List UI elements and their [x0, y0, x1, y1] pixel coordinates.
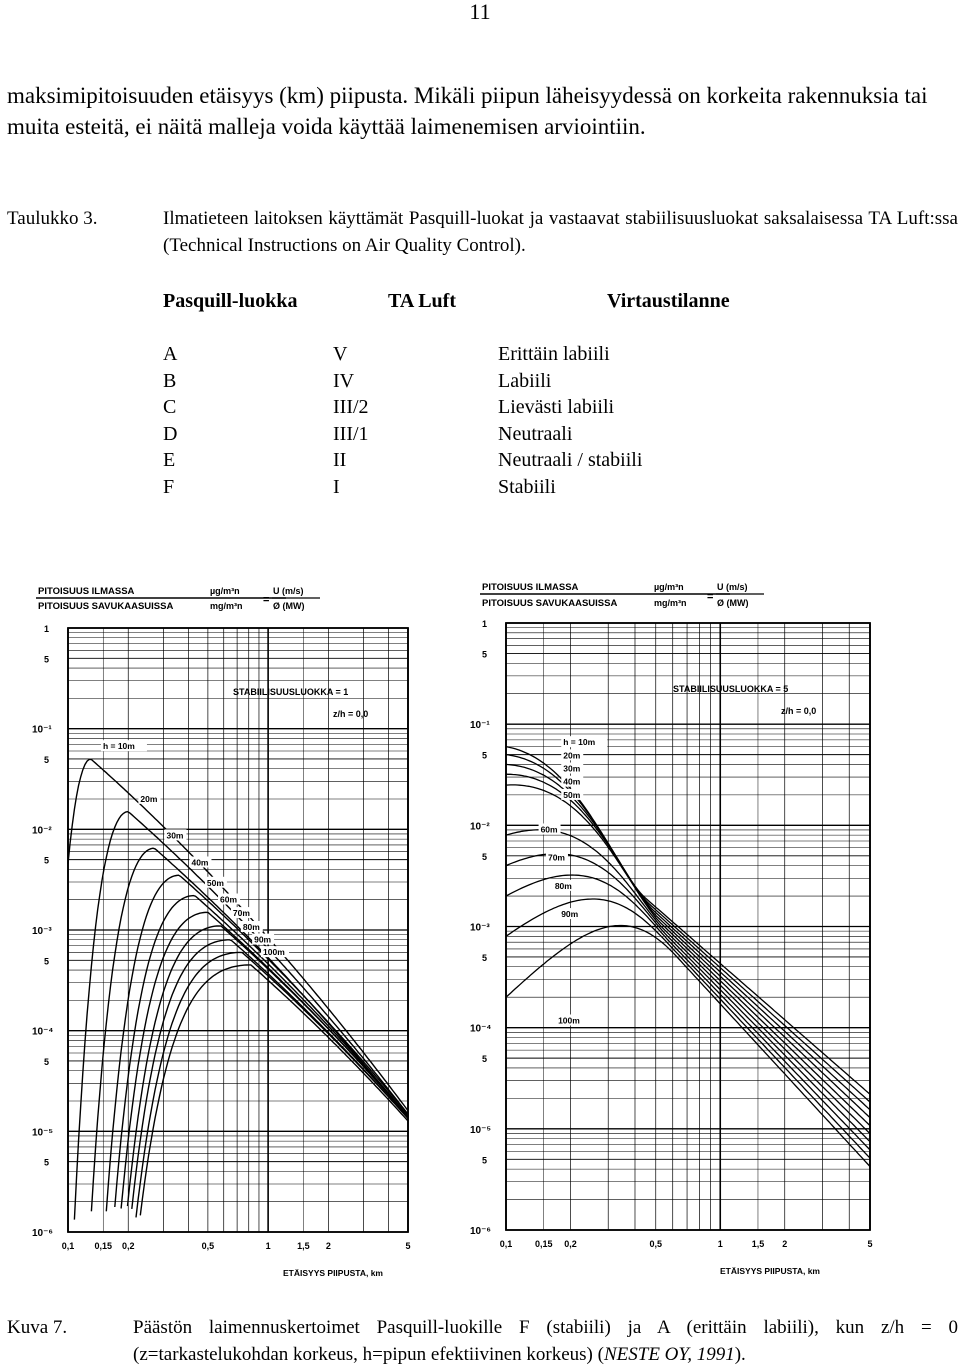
- series-label: 100m: [263, 947, 285, 958]
- table-header-taluft: TA Luft: [388, 290, 456, 312]
- x-tick-label: 2: [782, 1239, 788, 1249]
- y-tick-label: 10⁻⁶: [32, 1228, 54, 1239]
- table-column-pasquill: [163, 341, 177, 500]
- series-label: 50m: [206, 877, 224, 888]
- series-label: h = 10m: [563, 737, 596, 748]
- y-tick-label: 5: [482, 1054, 488, 1065]
- y-tick-label: 5: [44, 754, 50, 765]
- series-label: 20m: [140, 793, 158, 804]
- x-tick-label: 1: [265, 1241, 271, 1251]
- y-tick-label: 10⁻⁴: [470, 1023, 492, 1035]
- y-tick-label: 5: [44, 956, 50, 967]
- x-tick-label: 5: [405, 1241, 411, 1251]
- series-line: [136, 952, 408, 1217]
- y-tick-label: 5: [482, 649, 488, 660]
- x-tick-label: 5: [867, 1239, 873, 1249]
- table-cell: Erittäin labiili: [498, 343, 610, 365]
- series-label: 100m: [558, 1015, 580, 1026]
- y-tick-label: 1: [44, 624, 50, 634]
- x-tick-label: 0,5: [201, 1241, 215, 1251]
- chart-zh-label: z/h = 0,0: [781, 706, 817, 716]
- table-header-pasquill: Pasquill-luokka: [163, 290, 298, 312]
- table-cell: Labiili: [498, 369, 552, 392]
- y-tick-label: 10⁻²: [470, 821, 490, 833]
- table-label: Taulukko 3.: [7, 208, 98, 229]
- y-tick-label: 10⁻⁶: [470, 1226, 492, 1237]
- y-tick-label: 5: [482, 1155, 488, 1166]
- table-cell: Stabiili: [498, 475, 556, 498]
- y-tick-label: 10⁻³: [470, 922, 490, 934]
- series-line: [506, 785, 870, 1126]
- chart-unit-bottom: mg/m³n: [654, 598, 687, 608]
- y-tick-label: 5: [44, 1157, 50, 1168]
- page-number: 11: [469, 0, 491, 24]
- table-cell: I: [333, 475, 340, 498]
- series-line: [91, 848, 408, 1211]
- chart-header-bottom: PITOISUUS SAVUKAASUISSA: [38, 601, 174, 612]
- dilution-chart-class-5: [468, 578, 888, 1284]
- chart-ratio-bottom: Ø (MW): [717, 598, 749, 608]
- table-cell: B: [163, 369, 177, 392]
- series-label: 30m: [166, 830, 184, 841]
- figure-caption-end: ).: [734, 1344, 746, 1365]
- series-label: 40m: [191, 857, 209, 868]
- y-tick-label: 10⁻¹: [32, 724, 52, 736]
- x-tick-label: 0,2: [564, 1239, 577, 1249]
- table-cell: IV: [333, 369, 355, 392]
- series-label: 50m: [563, 789, 581, 800]
- table-cell: III/1: [333, 422, 369, 445]
- table-header-flow: Virtaustilanne: [607, 290, 730, 312]
- chart-header-top: PITOISUUS ILMASSA: [38, 586, 135, 597]
- series-label: 70m: [547, 852, 565, 863]
- x-tick-label: 0,15: [534, 1239, 553, 1249]
- x-tick-label: 0,5: [649, 1239, 663, 1249]
- y-tick-label: 5: [44, 654, 50, 665]
- chart-zh-label: z/h = 0,0: [333, 709, 369, 719]
- table-cell: C: [163, 396, 177, 418]
- chart-header-bottom: PITOISUUS SAVUKAASUISSA: [482, 598, 618, 609]
- x-tick-label: 0,15: [94, 1241, 113, 1251]
- table-cell: Neutraali / stabiili: [498, 449, 643, 471]
- body-paragraph: maksimipitoisuuden etäisyys (km) piipusta. Mikäli piipun läheisyydessä on korkeita rakennuksia tai muita esteitä, ei näitä malleja voida käyttää laimenemisen arviointiin.: [7, 83, 928, 139]
- x-tick-label: 1,5: [297, 1241, 310, 1251]
- series-label: 60m: [540, 824, 558, 835]
- chart-ratio-bottom: Ø (MW): [273, 601, 305, 611]
- table-cell: F: [163, 475, 175, 498]
- series-label: 20m: [563, 750, 581, 761]
- table-cell: A: [163, 343, 178, 365]
- table-cell: III/2: [333, 396, 369, 418]
- table-cell: D: [163, 422, 178, 445]
- figure-caption-text: Päästön laimennuskertoimet Pasquill-luokille F (stabiili) ja A (erittäin labiili), kun z/h = 0 (z=tarkastelukohdan korkeus, h=pipun efektiivinen korkeus) (: [133, 1317, 958, 1365]
- y-tick-label: 10⁻¹: [470, 720, 490, 732]
- chart-class-label: STABIILISUUSLUOKKA = 1: [233, 687, 349, 697]
- chart-unit-top: µg/m³n: [210, 586, 240, 596]
- series-label: 80m: [242, 922, 260, 932]
- figure-caption: [133, 1314, 958, 1368]
- y-tick-label: 10⁻⁴: [32, 1026, 54, 1038]
- y-tick-label: 10⁻⁵: [32, 1127, 54, 1139]
- table-cell: II: [333, 449, 347, 471]
- chart-unit-bottom: mg/m³n: [210, 601, 243, 611]
- x-tick-label: 2: [325, 1241, 331, 1251]
- y-tick-label: 5: [482, 750, 488, 761]
- table-cell: Lievästi labiili: [498, 396, 615, 418]
- figure-label: Kuva 7.: [7, 1317, 68, 1338]
- chart-ratio-top: U (m/s): [273, 586, 304, 596]
- chart-header-top: PITOISUUS ILMASSA: [482, 582, 579, 593]
- series-label: 70m: [232, 908, 250, 919]
- table-cell: Neutraali: [498, 422, 573, 445]
- series-label: 40m: [563, 776, 581, 787]
- table-column-taluft: [333, 341, 369, 500]
- series-label: 60m: [220, 894, 238, 905]
- y-tick-label: 5: [44, 855, 50, 866]
- chart-class-label: STABIILISUUSLUOKKA = 5: [673, 684, 789, 694]
- chart-x-label: ETÄISYYS PIIPUSTA, km: [283, 1268, 383, 1278]
- series-label: 90m: [561, 909, 579, 920]
- x-tick-label: 1: [717, 1239, 723, 1249]
- x-tick-label: 1,5: [751, 1239, 765, 1249]
- series-line: [74, 812, 408, 1220]
- series-line: [132, 940, 408, 1209]
- y-tick-label: 1: [482, 619, 488, 629]
- chart-equals: =: [707, 591, 714, 603]
- chart-x-label: ETÄISYYS PIIPUSTA, km: [720, 1266, 820, 1276]
- series-label: 90m: [254, 934, 272, 945]
- y-tick-label: 5: [44, 1056, 50, 1067]
- y-tick-label: 10⁻³: [32, 926, 52, 937]
- table-cell: E: [163, 449, 176, 471]
- series-label: 30m: [563, 763, 581, 774]
- figure-caption-source: NESTE OY, 1991: [603, 1344, 735, 1365]
- table-column-flow: [498, 341, 642, 500]
- y-tick-label: 10⁻²: [32, 825, 52, 837]
- x-tick-label: 0,1: [61, 1241, 75, 1251]
- series-label: h = 10m: [102, 741, 135, 752]
- chart-unit-top: µg/m³n: [654, 582, 684, 592]
- y-tick-label: 5: [482, 952, 488, 963]
- y-tick-label: 5: [482, 851, 488, 862]
- chart-ratio-top: U (m/s): [717, 582, 748, 592]
- table-caption: Ilmatieteen laitoksen käyttämät Pasquill-luokat ja vastaavat stabiilisuusluokat saksalaisessa TA Luft:ssa (Technical Instructions on Air Quality Control).: [163, 208, 958, 256]
- chart-equals: =: [263, 594, 270, 606]
- table-cell: V: [333, 343, 348, 365]
- series-label: 80m: [554, 880, 572, 891]
- dilution-chart-class-1: [28, 578, 428, 1284]
- x-tick-label: 0,2: [121, 1241, 135, 1251]
- x-tick-label: 0,1: [499, 1239, 513, 1249]
- y-tick-label: 10⁻⁵: [470, 1124, 492, 1136]
